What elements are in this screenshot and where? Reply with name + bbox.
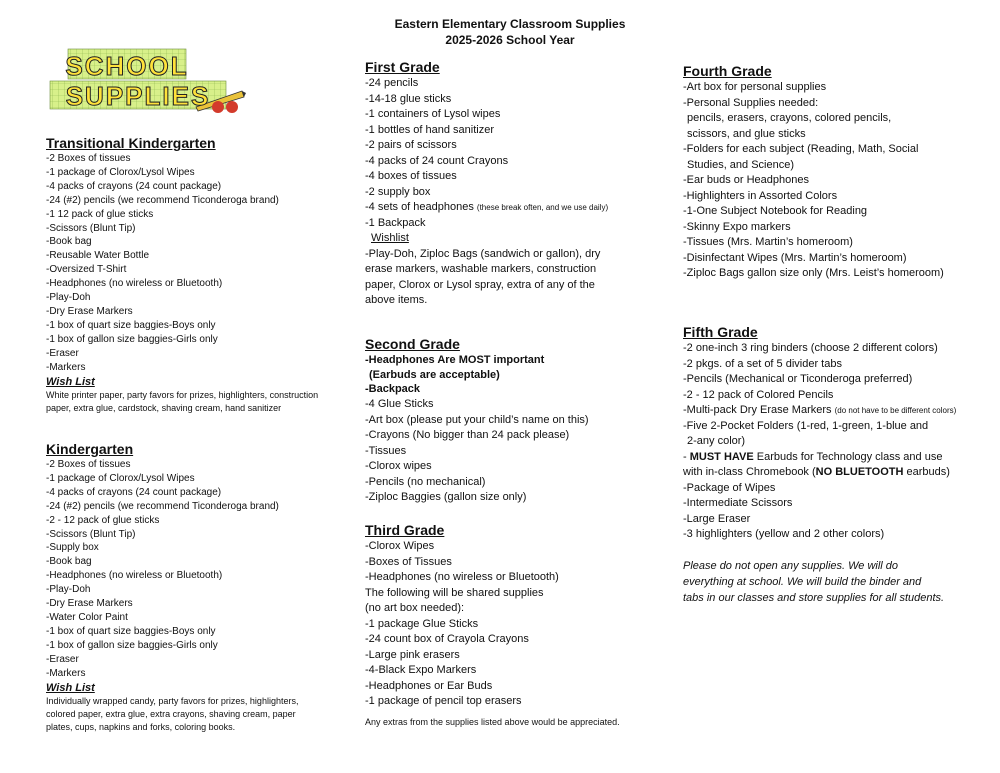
markers-note: (do not have to be different colors) [834, 406, 957, 415]
tk-section [46, 134, 321, 415]
tk-wish-text: White printer paper, party favors for prizes, highlighters, construction paper, extra glue, cardstock, shaving cream, hand sanitizer [46, 389, 319, 413]
list-item: -4-Black Expo Markers [365, 664, 477, 676]
list-item: The following will be shared supplies [365, 586, 544, 599]
list-item: -1 package of Clorox/Lysol Wipes [46, 166, 195, 178]
list-item: pencils, erasers, crayons, colored pencils, [687, 112, 892, 124]
list-item: -2 pairs of scissors [365, 139, 457, 151]
list-item: -4 packs of crayons (24 count package) [46, 486, 222, 498]
list-item: -Water Color Paint [46, 611, 128, 623]
third-grade-section [365, 521, 665, 729]
no-bluetooth-text: NO BLUETOOTH [815, 466, 904, 478]
list-item: -Tissues (Mrs. Martin’s homeroom) [683, 236, 853, 248]
closing-note-line: tabs in our classes and store supplies for all students. [683, 591, 945, 604]
list-item: -2 supply box [365, 185, 431, 198]
list-item: -Backpack [365, 382, 421, 395]
logo-word-supplies: SUPPLIES [65, 81, 211, 111]
second-grade-heading: Second Grade [365, 336, 460, 352]
list-item: -Folders for each subject (Reading, Math, Social [683, 143, 919, 155]
headphones-note: (these break often, and we use daily) [476, 203, 609, 212]
tk-wish-heading: Wish List [46, 375, 95, 388]
list-item: -2 - 12 pack of Colored Pencils [683, 388, 834, 401]
list-item: -4 Glue Sticks [365, 398, 434, 410]
second-grade-section [365, 335, 665, 506]
list-item: -Scissors (Blunt Tip) [46, 528, 136, 540]
list-item: -Personal Supplies needed: [683, 96, 819, 109]
list-item: -Disinfectant Wipes (Mrs. Martin’s homeroom) [683, 251, 907, 264]
list-item [683, 403, 983, 419]
list-item: -Intermediate Scissors [683, 497, 793, 509]
list-item: -Boxes of Tissues [365, 555, 452, 568]
list-item: -14-18 glue sticks [365, 92, 452, 105]
list-item: -Markers [46, 361, 86, 373]
extras-note: Any extras from the supplies listed above would be appreciated. [365, 716, 620, 727]
school-supplies-logo [46, 47, 246, 115]
list-item: -4 packs of 24 count Crayons [365, 154, 509, 167]
fifth-grade-section [683, 323, 983, 606]
list-item: -Eraser [46, 347, 79, 359]
list-item: -1 Backpack [365, 216, 426, 229]
list-item: -Headphones (no wireless or Bluetooth) [46, 278, 223, 290]
list-item: -Headphones (no wireless or Bluetooth) [365, 571, 559, 583]
third-grade-heading: Third Grade [365, 522, 445, 538]
list-item: -Pencils (no mechanical) [365, 475, 486, 488]
list-item: -Tissues [365, 444, 407, 457]
wish-line: erase markers, washable markers, construction [365, 263, 597, 275]
first-wish-heading: Wishlist [371, 232, 409, 244]
wish-line: paper, Clorox or Lysol spray, extra of any of the [365, 278, 595, 291]
list-item: -Reusable Water Bottle [46, 250, 150, 262]
list-item: -2 Boxes of tissues [46, 459, 131, 470]
wish-line: above items. [365, 294, 428, 306]
k-wish-text: Individually wrapped candy, party favors for prizes, highlighters, colored paper, extra glue, extra crayons, shaving cream, paper plates, cups, napkins and forks, coloring books. [46, 695, 299, 732]
list-item: -24 (#2) pencils (we recommend Ticonderoga brand) [46, 194, 279, 206]
list-item: -Dry Erase Markers [46, 305, 133, 317]
list-item: -4 boxes of tissues [365, 170, 457, 182]
wish-line: -Play-Doh, Ziploc Bags (sandwich or gallon), dry [365, 247, 601, 260]
list-item: -2 one-inch 3 ring binders (choose 2 different colors) [683, 342, 938, 354]
list-item: -Oversized T-Shirt [46, 264, 127, 276]
first-grade-section [365, 58, 665, 309]
list-item: -Ziploc Bags gallon size only (Mrs. Leist’s homeroom) [683, 267, 944, 279]
list-item: -1 bottles of hand sanitizer [365, 123, 495, 136]
must-have-text: MUST HAVE [689, 450, 754, 463]
school-year: 2025-2026 School Year [445, 33, 575, 47]
list-item: -Play-Doh [46, 292, 91, 304]
list-item: -1 package of Clorox/Lysol Wipes [46, 472, 195, 484]
list-item: -Art box (please put your child’s name on this) [365, 413, 589, 426]
list-item: -Package of Wipes [683, 481, 776, 494]
earbuds-note: (Earbuds are acceptable) [369, 368, 500, 381]
list-item: -2 - 12 pack of glue sticks [46, 514, 160, 526]
list-item: -Large pink erasers [365, 648, 460, 661]
first-grade-heading: First Grade [365, 59, 440, 75]
apple-icon [212, 101, 224, 113]
list-item: (no art box needed): [365, 602, 465, 614]
list-item: -Clorox wipes [365, 460, 432, 472]
list-item: -Markers [46, 667, 86, 679]
headphones-text: -4 sets of headphones [365, 201, 477, 213]
list-item: -1 12 pack of glue sticks [46, 208, 154, 220]
closing-note-line: Please do not open any supplies. We will do [683, 559, 899, 572]
list-item: with in-class Chromebook (NO BLUETOOTH earbuds) [683, 466, 950, 478]
list-item: scissors, and glue sticks [687, 127, 806, 140]
list-item: -2 Boxes of tissues [46, 153, 131, 164]
k-section [46, 440, 321, 734]
page-title: Eastern Elementary Classroom Supplies [394, 17, 626, 31]
list-item: -1 containers of Lysol wipes [365, 108, 501, 120]
list-item: -Supply box [46, 542, 99, 554]
list-item: -2 pkgs. of a set of 5 divider tabs [683, 357, 842, 370]
list-item [365, 200, 665, 216]
list-item: -1 box of gallon size baggies-Girls only [46, 639, 218, 651]
k-wish-heading: Wish List [46, 681, 95, 694]
k-heading: Kindergarten [46, 441, 134, 457]
list-item: -1 box of quart size baggies-Boys only [46, 625, 216, 637]
fourth-grade-section [683, 62, 983, 282]
list-item: -Highlighters in Assorted Colors [683, 189, 838, 202]
list-item: Studies, and Science) [687, 158, 795, 171]
list-item: -1 package Glue Sticks [365, 617, 479, 630]
list-item: -Clorox Wipes [365, 540, 435, 552]
list-item: -Art box for personal supplies [683, 81, 827, 93]
list-item: -Headphones or Ear Buds [365, 679, 493, 692]
list-item: -Scissors (Blunt Tip) [46, 222, 136, 234]
logo-word-school: SCHOOL [65, 51, 189, 81]
list-item: -24 (#2) pencils (we recommend Ticonderoga brand) [46, 500, 279, 512]
list-item: -Book bag [46, 556, 92, 568]
list-item: -Pencils (Mechanical or Ticonderoga preferred) [683, 373, 913, 385]
list-item: -Dry Erase Markers [46, 598, 133, 610]
list-item: - MUST HAVE Earbuds for Technology class and use [683, 450, 943, 463]
markers-text: -Multi-pack Dry Erase Markers [683, 404, 835, 416]
list-item: -Headphones (no wireless or Bluetooth) [46, 570, 223, 582]
fourth-grade-heading: Fourth Grade [683, 63, 772, 79]
list-item: -Ziploc Baggies (gallon size only) [365, 491, 527, 503]
list-item: -1 box of quart size baggies-Boys only [46, 319, 216, 331]
list-item: -24 pencils [365, 77, 419, 89]
apple-icon [226, 101, 238, 113]
list-item: -Eraser [46, 653, 79, 665]
list-item: -Crayons (No bigger than 24 pack please) [365, 429, 570, 441]
list-item: -Large Eraser [683, 512, 751, 525]
fifth-grade-heading: Fifth Grade [683, 324, 758, 340]
closing-note-line: everything at school. We will build the binder and [683, 575, 922, 588]
list-item: -Headphones Are MOST important [365, 354, 545, 366]
list-item: -Five 2-Pocket Folders (1-red, 1-green, 1-blue and [683, 419, 929, 432]
list-item: -1 package of pencil top erasers [365, 695, 522, 707]
list-item: -Ear buds or Headphones [683, 174, 809, 186]
list-item: -Skinny Expo markers [683, 220, 791, 233]
list-item: -1-One Subject Notebook for Reading [683, 205, 868, 217]
list-item: -Book bag [46, 236, 92, 248]
list-item: -4 packs of crayons (24 count package) [46, 180, 222, 192]
tk-heading: Transitional Kindergarten [46, 135, 216, 151]
list-item: -Play-Doh [46, 584, 91, 596]
list-item: -24 count box of Crayola Crayons [365, 633, 529, 645]
list-item: -3 highlighters (yellow and 2 other colors) [683, 528, 885, 540]
list-item: 2-any color) [687, 435, 746, 447]
list-item: -1 box of gallon size baggies-Girls only [46, 333, 218, 345]
